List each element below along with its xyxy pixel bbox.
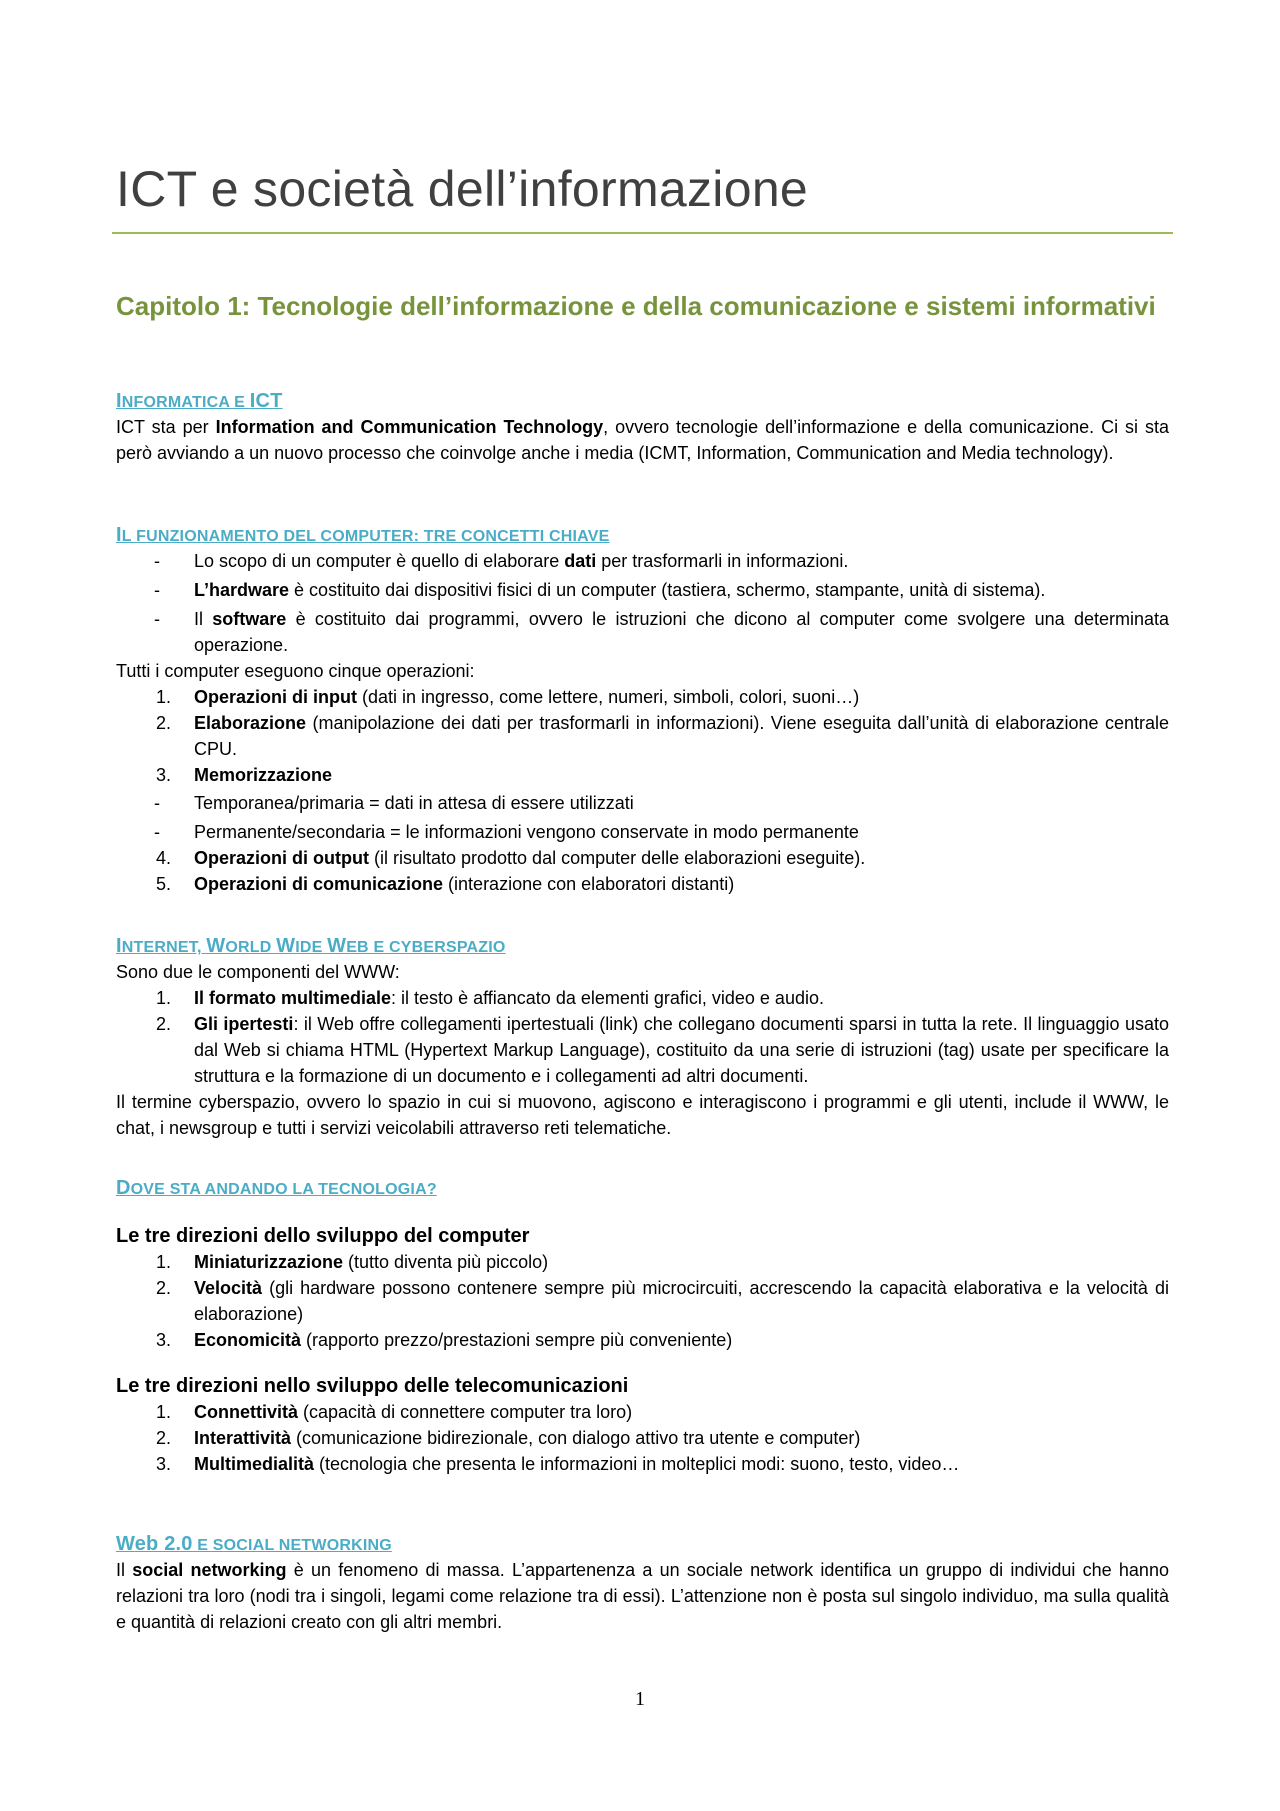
section-informatica-ict xyxy=(116,390,1169,466)
list-item: 1. Il formato multimediale: il testo è affiancato da elementi grafici, video e audio. xyxy=(156,988,824,1008)
paragraph: Il social networking è un fenomeno di massa. L’appartenenza a un sociale network identifica un gruppo di individui che hanno relazioni tra loro (nodi tra i singoli, legami come relazione tra di essi). L’attenzione non è posta sul singolo individuo, ma sulla qualità e quantità di relazioni creato con gli altri membri. xyxy=(116,1560,1169,1632)
section-heading: IL FUNZIONAMENTO DEL COMPUTER: TRE CONCETTI CHIAVE xyxy=(116,524,610,546)
section-tecnologia xyxy=(116,1177,1169,1477)
section-heading: INFORMATICA E ICT xyxy=(116,390,283,412)
section-heading: INTERNET, WORLD WIDE WEB E CYBERSPAZIO xyxy=(116,935,506,957)
list-item: 5. Operazioni di comunicazione (interazione con elaboratori distanti) xyxy=(156,874,735,894)
paragraph: Il termine cyberspazio, ovvero lo spazio in cui si muovono, agiscono e interagiscono i programmi e gli utenti, include il WWW, le chat, i newsgroup e tutti i servizi veicolabili attraverso reti telematiche. xyxy=(116,1092,1169,1138)
list-item: 2. Velocità (gli hardware possono contenere sempre più microcircuiti, accrescendo la capacità elaborativa e la velocità di elaborazione) xyxy=(156,1278,1169,1324)
document-title: ICT e società dell’informazione xyxy=(116,161,809,217)
list-item: 3. Multimedialità (tecnologia che presenta le informazioni in molteplici modi: suono, testo, video… xyxy=(156,1454,960,1474)
section-internet-www xyxy=(116,935,1169,1141)
list-item: 4. Operazioni di output (il risultato prodotto dal computer delle elaborazioni eseguite). xyxy=(156,848,866,868)
list-item: 2. Gli ipertesti: il Web offre collegamenti ipertestuali (link) che collegano documenti sparsi in tutta la rete. Il linguaggio usato dal Web si chiama HTML (Hypertext Markup Language), costituito da una serie di istruzioni (tag) usate per specificare la struttura e la formazione di un documento e i collegamenti ad altri documenti. xyxy=(156,1014,1170,1086)
list-item: 1. Miniaturizzazione (tutto diventa più piccolo) xyxy=(156,1252,549,1272)
paragraph: Sono due le componenti del WWW: xyxy=(116,962,400,982)
section-heading: DOVE STA ANDANDO LA TECNOLOGIA? xyxy=(116,1177,437,1199)
chapter-heading: Capitolo 1: Tecnologie dell’informazione e della comunicazione e sistemi informativi xyxy=(116,291,1156,321)
subheading: Le tre direzioni dello sviluppo del computer xyxy=(116,1225,530,1247)
list-item: - L’hardware è costituito dai dispositivi fisici di un computer (tastiera, schermo, stampante, unità di sistema). xyxy=(154,580,1046,600)
list-item: - Permanente/secondaria = le informazioni vengono conservate in modo permanente xyxy=(154,822,859,842)
list-item: 3. Economicità (rapporto prezzo/prestazioni sempre più conveniente) xyxy=(156,1330,733,1350)
paragraph: Tutti i computer eseguono cinque operazioni: xyxy=(116,661,475,681)
list-item: 2. Interattività (comunicazione bidirezionale, con dialogo attivo tra utente e computer) xyxy=(156,1428,861,1448)
list-item: 2. Elaborazione (manipolazione dei dati per trasformarli in informazioni). Viene eseguita dall’unità di elaborazione centrale CPU. xyxy=(156,713,1169,759)
section-web20 xyxy=(116,1533,1169,1635)
section-funzionamento-computer xyxy=(116,524,1169,897)
section-heading: Web 2.0 E SOCIAL NETWORKING xyxy=(116,1533,392,1555)
list-item: - Temporanea/primaria = dati in attesa di essere utilizzati xyxy=(154,793,634,813)
list-item: - Lo scopo di un computer è quello di elaborare dati per trasformarli in informazioni. xyxy=(154,551,849,571)
paragraph: ICT sta per Information and Communication Technology, ovvero tecnologie dell’informazione e della comunicazione. Ci si sta però avviando a un nuovo processo che coinvolge anche i media (ICMT, Information, Communication and Media technology). xyxy=(116,417,1169,463)
title-rule xyxy=(112,232,1173,234)
list-item: 1. Operazioni di input (dati in ingresso, come lettere, numeri, simboli, colori, suoni…) xyxy=(156,687,860,707)
list-item: - Il software è costituito dai programmi, ovvero le istruzioni che dicono al computer come svolgere una determinata operazione. xyxy=(154,609,1169,655)
list-item: 3. Memorizzazione xyxy=(156,765,333,785)
subheading: Le tre direzioni nello sviluppo delle telecomunicazioni xyxy=(116,1375,629,1397)
page-number: 1 xyxy=(635,1688,645,1710)
list-item: 1. Connettività (capacità di connettere computer tra loro) xyxy=(156,1402,633,1422)
